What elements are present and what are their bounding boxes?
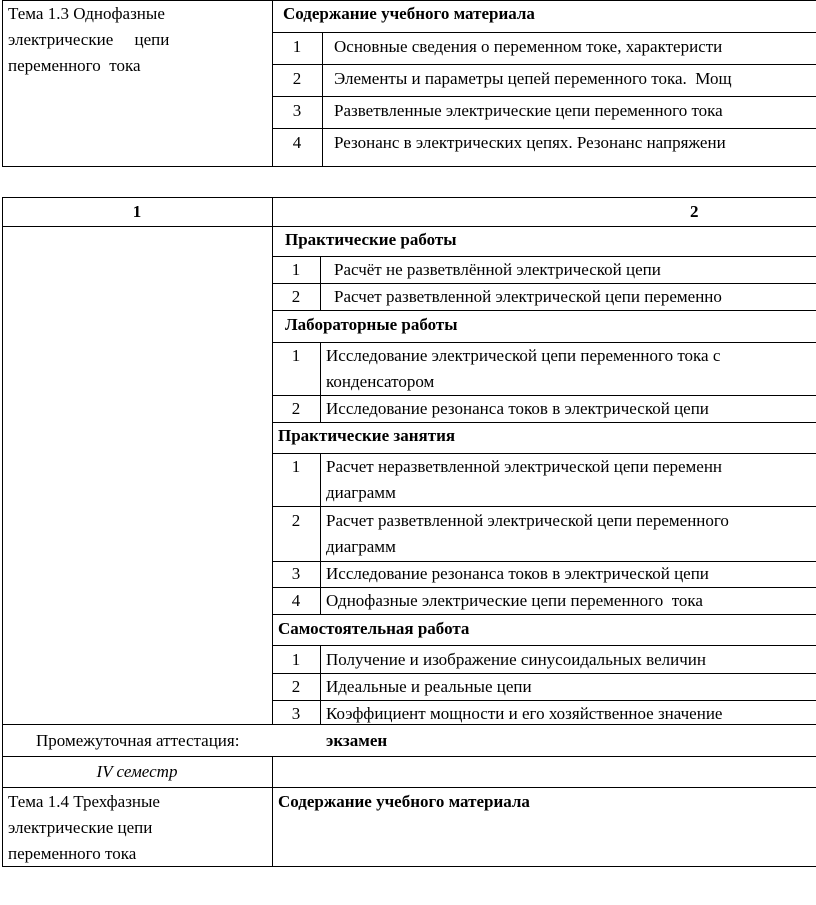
item-text: Расчёт не разветвлённой электрической цепи: [334, 260, 661, 279]
topic-next-line-2: электрические цепи: [8, 818, 153, 837]
item-text: Идеальные и реальные цепи: [326, 677, 532, 696]
item-number: 1: [291, 260, 301, 279]
item-number: 1: [291, 650, 301, 669]
item-text-line-2: конденсатором: [326, 372, 435, 391]
row-number: 4: [292, 133, 302, 152]
item-text: Расчет разветвленной электрической цепи переменно: [334, 287, 722, 306]
item-text-line-2: диаграмм: [326, 483, 396, 502]
row-number: 2: [292, 69, 302, 88]
item-number: 2: [291, 677, 301, 696]
item-number: 2: [291, 287, 301, 306]
row-number: 3: [292, 101, 302, 120]
section-title-practical-works: Практические работы: [285, 230, 457, 249]
item-number: 1: [291, 457, 301, 476]
item-number: 3: [291, 704, 301, 723]
item-text-line-1: Расчет разветвленной электрической цепи переменного: [326, 511, 729, 530]
row-number: 1: [292, 37, 302, 56]
column-header-1: 1: [132, 202, 142, 221]
topic-next-line-3: переменного тока: [8, 844, 137, 863]
attestation-value: экзамен: [326, 731, 388, 750]
item-number: 1: [291, 346, 301, 365]
row-text: Основные сведения о переменном токе, характеристи: [334, 37, 723, 56]
row-text: Резонанс в электрических цепях. Резонанс напряжени: [334, 133, 726, 152]
item-text: Однофазные электрические цепи переменного тока: [326, 591, 703, 610]
item-text: Коэффициент мощности и его хозяйственное значение: [326, 704, 723, 723]
section-title-independent-work: Самостоятельная работа: [278, 619, 470, 638]
row-text: Разветвленные электрические цепи переменного тока: [334, 101, 723, 120]
item-number: 3: [291, 564, 301, 583]
item-number: 2: [291, 511, 301, 530]
item-text: Исследование резонанса токов в электрической цепи: [326, 564, 709, 583]
topic-title-line-3: переменного тока: [8, 56, 141, 75]
item-text-line-1: Расчет неразветвленной электрической цепи переменн: [326, 457, 723, 476]
topic-title-line-2: электрические цепи: [8, 30, 170, 49]
topic-title-line-1: Тема 1.3 Однофазные: [8, 4, 165, 23]
item-number: 2: [291, 399, 301, 418]
row-text: Элементы и параметры цепей переменного тока. Мощ: [334, 69, 732, 88]
content-header-next: Содержание учебного материала: [278, 792, 530, 811]
item-text: Исследование резонанса токов в электрической цепи: [326, 399, 709, 418]
semester-label: IV семестр: [96, 762, 178, 781]
item-text-line-2: диаграмм: [326, 537, 396, 556]
column-header-2: 2: [690, 202, 699, 221]
section-title-practical-classes: Практические занятия: [278, 426, 456, 445]
content-header: Содержание учебного материала: [283, 4, 535, 23]
item-text-line-1: Исследование электрической цепи переменного тока с: [326, 346, 721, 365]
item-text: Получение и изображение синусоидальных величин: [326, 650, 706, 669]
topic-next-line-1: Тема 1.4 Трехфазные: [8, 792, 160, 811]
item-number: 4: [291, 591, 301, 610]
section-title-lab-works: Лабораторные работы: [285, 315, 458, 334]
attestation-label: Промежуточная аттестация:: [36, 731, 240, 750]
